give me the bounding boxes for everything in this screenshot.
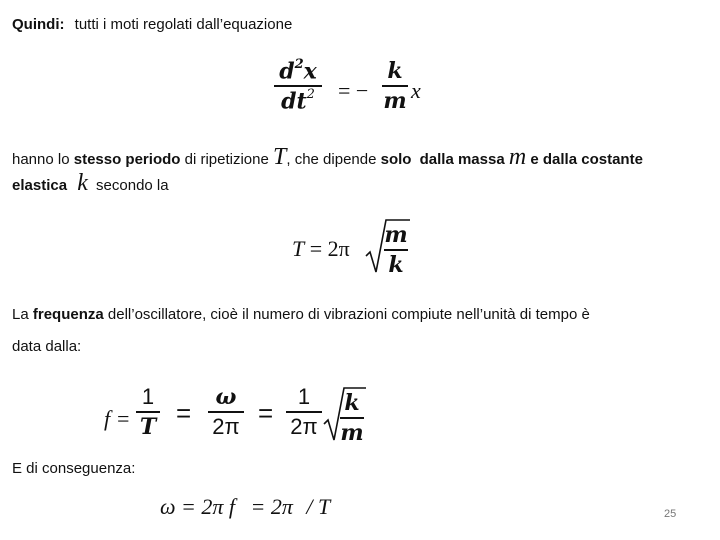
frequency-sentence-line2: data dalla: xyxy=(12,338,82,355)
fraction-d2x-dt2: $d^2x$ $dt^2$ xyxy=(274,60,322,113)
fraction-1-2pi: 1 2π xyxy=(286,386,322,438)
equals-minus: = − xyxy=(338,78,369,103)
period-lhs: T = 2π xyxy=(292,236,350,261)
intro-text: tutti i moti regolati dall’equazione xyxy=(74,16,293,33)
period-sentence-line2: elastica k secondo la xyxy=(12,170,169,196)
frequency-sentence-line1: La frequenza dell’oscillatore, cioè il numero di vibrazioni compiute nell’unità di tempo è xyxy=(12,306,590,323)
period-sentence-line1: hanno lo stesso periodo di ripetizione T, che dipende solo dalla massa m e dalla costante xyxy=(12,144,643,170)
intro-label: Quindi: xyxy=(12,16,65,33)
fraction-omega-2pi: ω 2π xyxy=(208,386,244,438)
fraction-k-m: k m xyxy=(383,58,407,114)
equals-sign-1: = xyxy=(176,398,192,428)
fraction-k-m-2: k m xyxy=(340,390,364,446)
equation-omega: ω = 2π f = 2π / T xyxy=(160,494,331,519)
f-equals: f = xyxy=(104,406,131,431)
fraction-m-k: m k xyxy=(384,222,408,278)
page-number: 25 xyxy=(664,508,677,520)
fraction-1-T: 1 T xyxy=(136,386,160,438)
variable-x: x xyxy=(411,78,421,103)
equals-sign-2: = xyxy=(258,398,274,428)
consequence-line: E di conseguenza: xyxy=(12,460,136,477)
intro-line xyxy=(12,16,292,33)
